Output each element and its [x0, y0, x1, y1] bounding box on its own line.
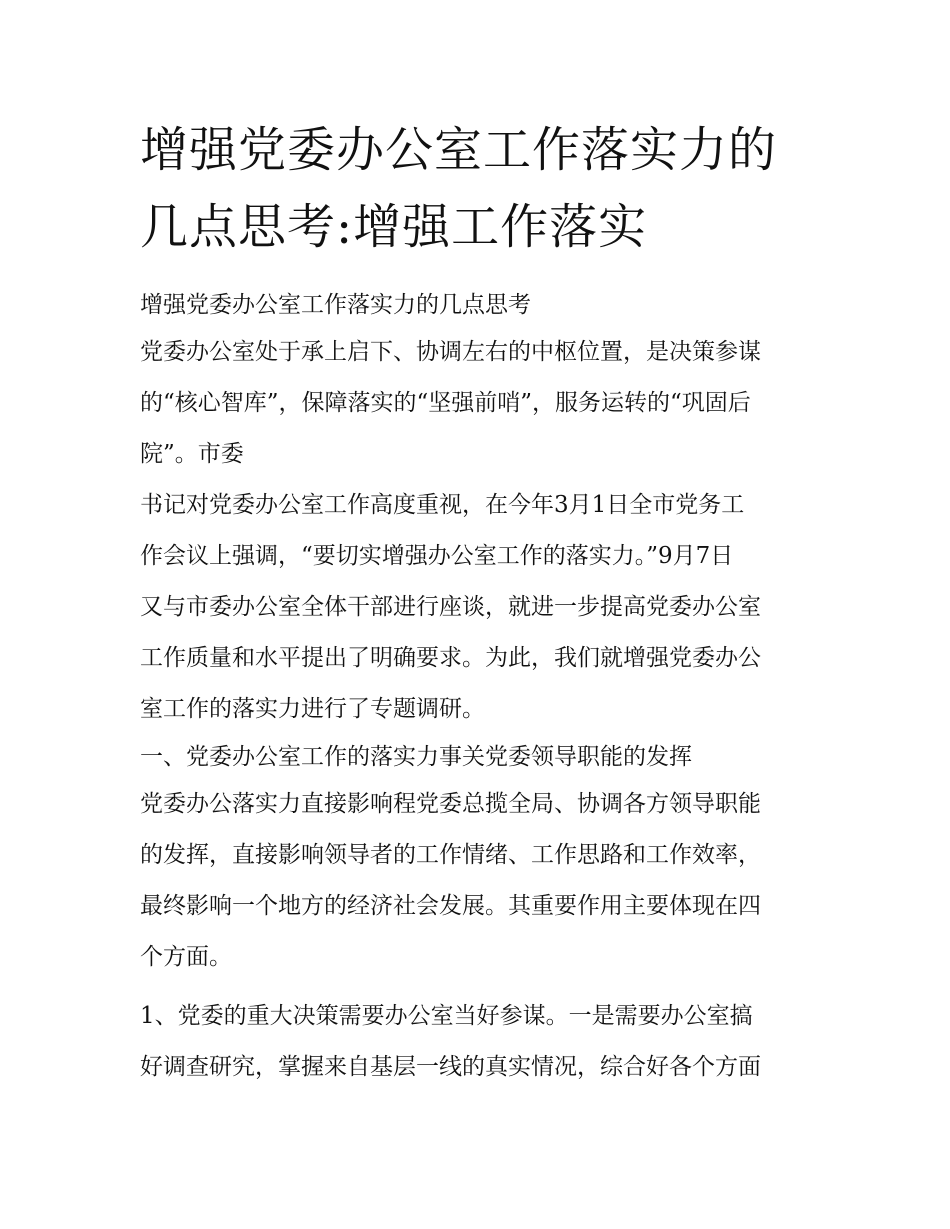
text-line: 党委办公室处于承上启下、协调左右的中枢位置，是决策参谋: [140, 339, 761, 365]
text-line: 院”。市委: [140, 441, 244, 467]
text-line: 个方面。: [140, 944, 232, 970]
text-line: 室工作的落实力进行了专题调研。: [140, 696, 485, 722]
text-line: 一、党委办公室工作的落实力事关党委领导职能的发挥: [140, 744, 692, 770]
document-title: [140, 112, 830, 266]
body-paragraph: [140, 991, 830, 1093]
document-body: [140, 283, 830, 1093]
body-paragraph: [140, 480, 830, 735]
text-line: 工作质量和水平提出了明确要求。为此，我们就增强党委办公: [140, 645, 761, 671]
paragraph-spacer: [140, 983, 830, 991]
text-line: 增强党委办公室工作落实力的几点思考: [140, 292, 531, 318]
text-line: 的“核心智库”，保障落实的“坚强前哨”，服务运转的“巩固后: [140, 390, 751, 416]
text-line: 1、党委的重大决策需要办公室当好参谋。一是需要办公室搞: [140, 1003, 753, 1029]
section-heading: [140, 735, 830, 779]
text-line: 又与市委办公室全体干部进行座谈，就进一步提高党委办公室: [140, 594, 761, 620]
text-line: 好调查研究，掌握来自基层一线的真实情况，综合好各个方面: [140, 1054, 761, 1080]
subtitle-paragraph: [140, 283, 830, 327]
text-line: 最终影响一个地方的经济社会发展。其重要作用主要体现在四: [140, 893, 761, 919]
text-line: 的发挥，直接影响领导者的工作情绪、工作思路和工作效率，: [140, 842, 761, 868]
title-line-2: 几点思考:增强工作落实: [140, 199, 648, 255]
text-line: 书记对党委办公室工作高度重视，在今年3月1日全市党务工: [140, 492, 745, 518]
text-line: 作会议上强调，“要切实增强办公室工作的落实力。”9月7日: [140, 543, 734, 569]
title-line-1: 增强党委办公室工作落实力的: [140, 122, 778, 178]
body-paragraph: [140, 327, 830, 480]
body-paragraph: [140, 779, 830, 983]
text-line: 党委办公落实力直接影响程党委总揽全局、协调各方领导职能: [140, 791, 761, 817]
